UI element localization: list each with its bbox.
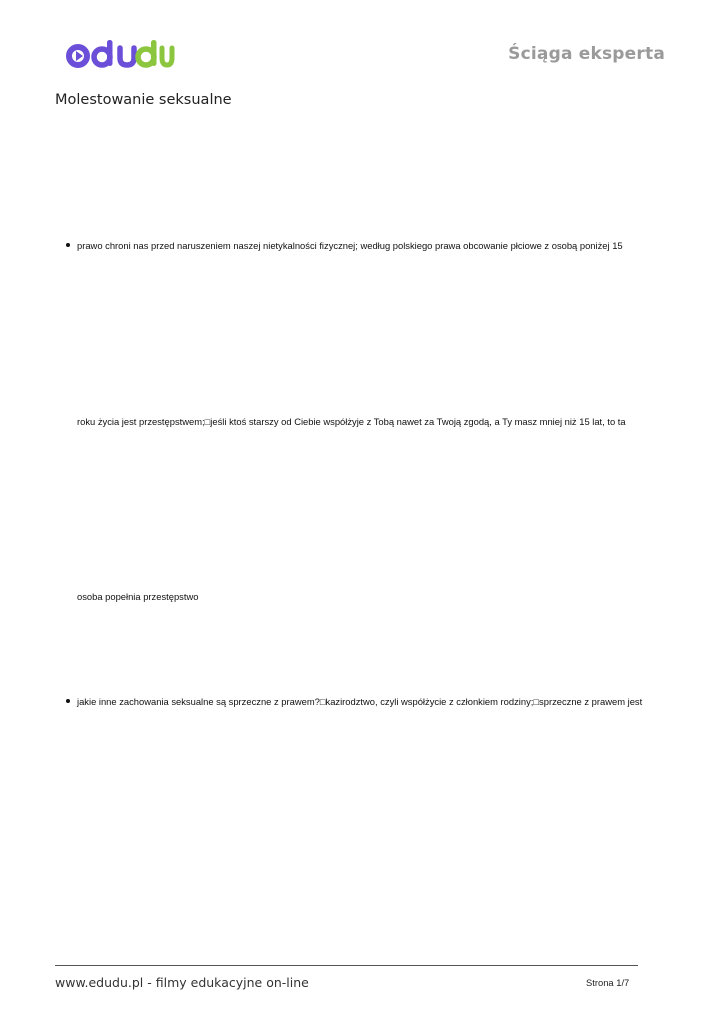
bullet-icon [66,699,70,703]
bullet-icon [66,243,70,247]
text-line: jakie inne zachowania seksualne są sprzeczne z prawem?□kazirodztwo, czyli współżycie z członkiem rodziny;□sprzeczne z prawem jest [77,696,643,707]
header-tagline: Ściąga eksperta [508,44,665,64]
text-line: osoba popełnia przestępstwo [77,591,199,602]
text-line: roku życia jest przestępstwem;□jeśli ktoś starszy od Ciebie współżyje z Tobą nawet za Twoją zgodą, a Ty masz mniej niż 15 lat, to ta [77,416,626,427]
logo-letter-u2 [162,48,172,65]
logo-letter-u1 [120,48,134,65]
logo-letter-e [69,47,87,65]
footer-divider [55,965,638,966]
edudu-logo [56,34,176,72]
logo-letter-d2 [138,40,157,66]
footer-site-link[interactable]: www.edudu.pl - filmy edukacyjne on-line [55,975,309,990]
text-line: prawo chroni nas przed naruszeniem naszej nietykalności fizycznej; według polskiego prawa obcowanie płciowe z osobą poniżej 15 [77,240,623,251]
document-title: Molestowanie seksualne [55,92,232,108]
page-number: Strona 1/7 [586,977,630,988]
logo-letter-d1 [94,40,113,66]
